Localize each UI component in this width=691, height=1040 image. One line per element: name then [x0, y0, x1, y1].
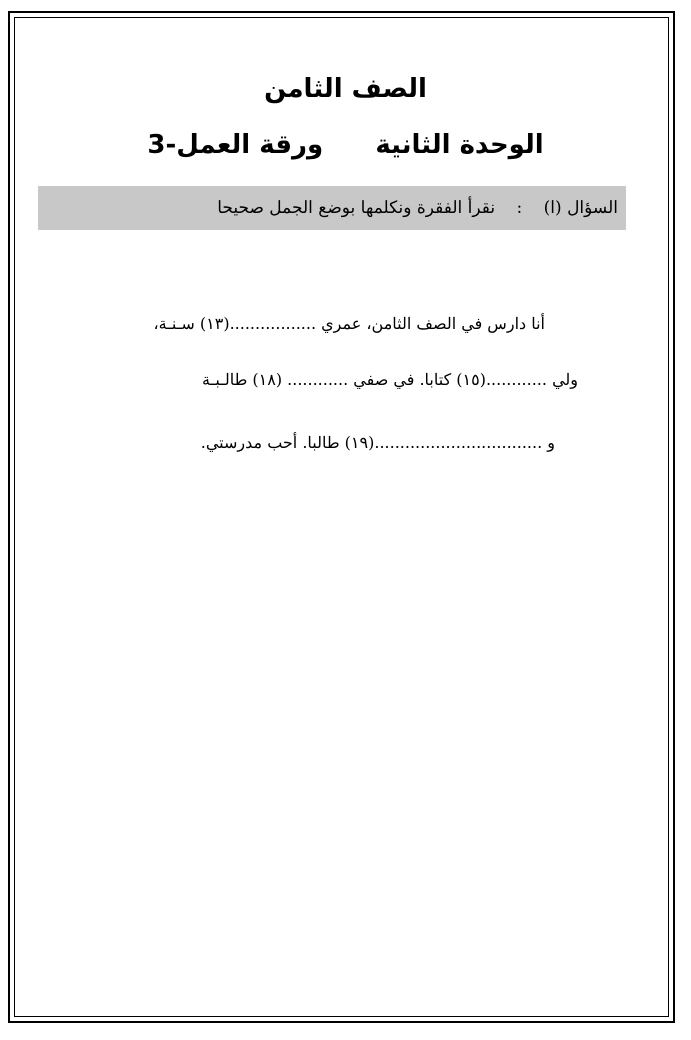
question-separator: :	[516, 198, 523, 218]
unit-title-line	[0, 130, 691, 160]
paragraph-line-1: أنا دارس في الصف الثامن، عمري .................(١٣) سـنـة،	[153, 314, 545, 333]
paragraph-line-2: ولي ............(١٥) كتابا. في صفي ............ (١٨) طالـبـة	[202, 370, 578, 389]
worksheet-title: ورقة العمل-3	[147, 130, 324, 160]
grade-title: الصف الثامن	[264, 74, 427, 104]
question-bar	[38, 186, 626, 230]
question-instruction: نقرأ الفقرة ونكلمها بوضع الجمل صحيحا	[217, 198, 496, 218]
unit-title: الوحدة الثانية	[375, 130, 544, 160]
page-border-inner	[14, 17, 669, 1017]
question-prompt	[217, 198, 618, 218]
question-label: السؤال (ا)	[543, 198, 618, 218]
paragraph-line-3: و .................................(١٩) طالبا. أحب مدرستي.	[200, 433, 555, 452]
